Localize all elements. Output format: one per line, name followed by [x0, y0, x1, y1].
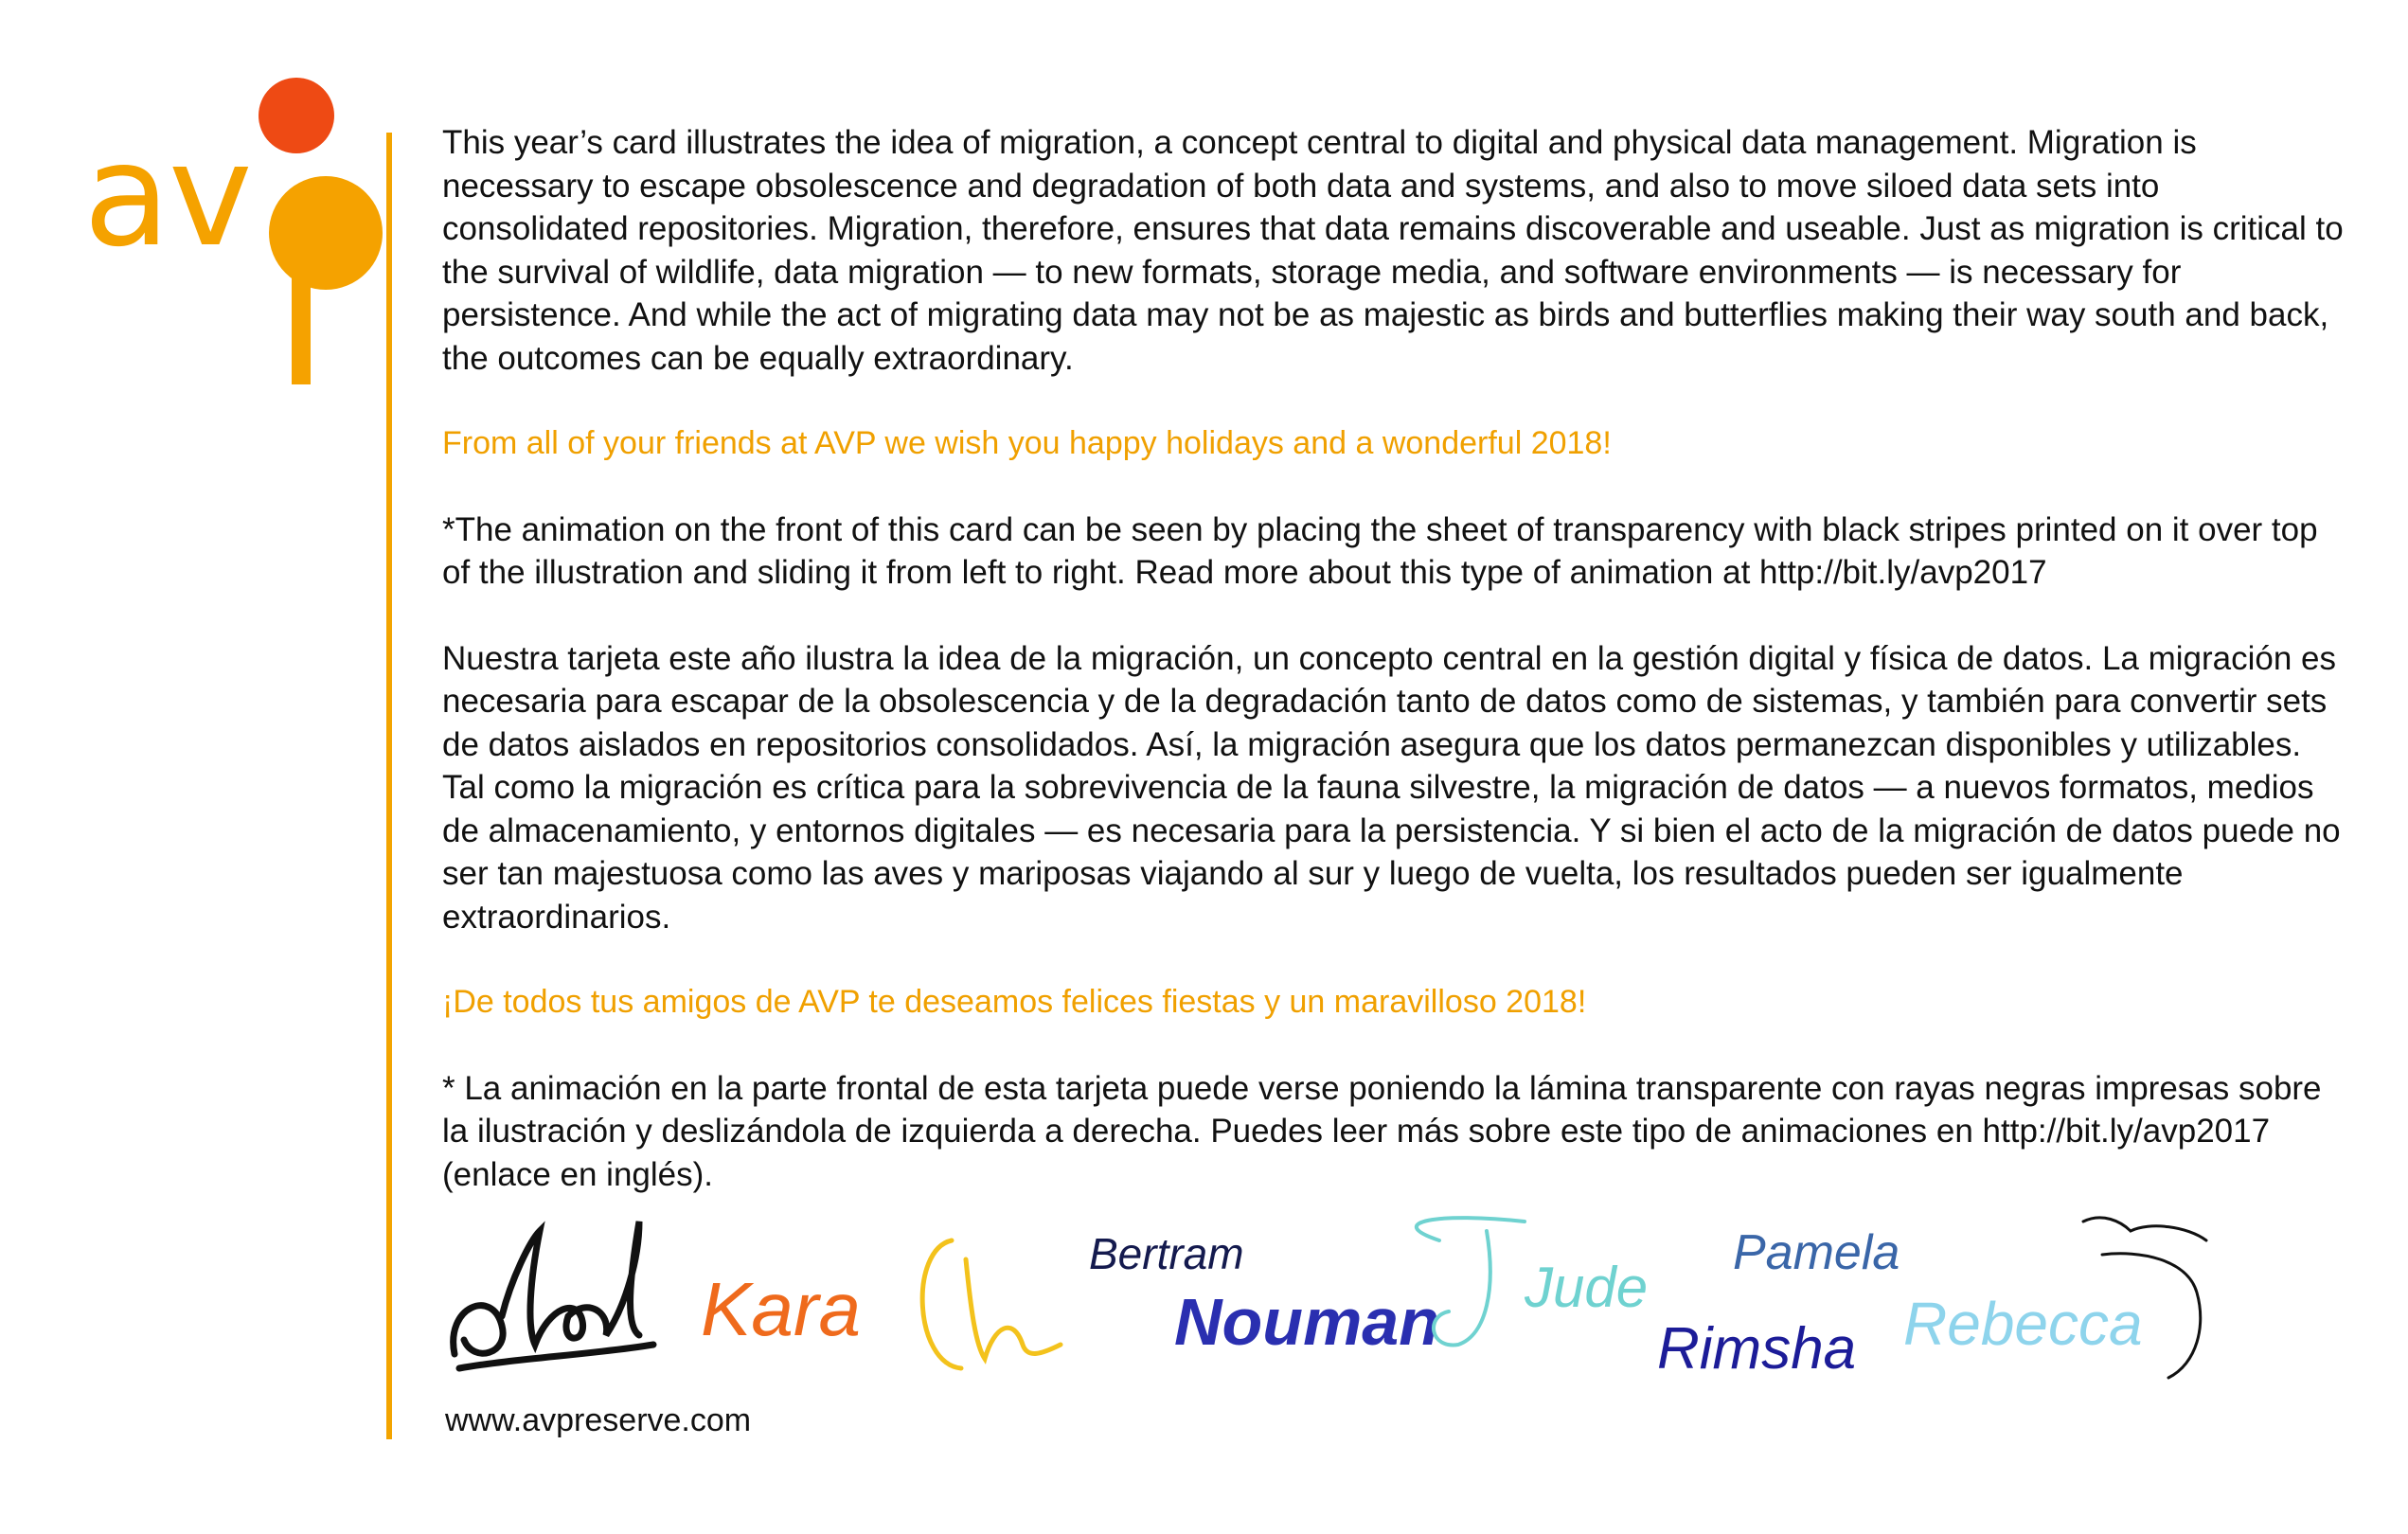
signature-kara-text: Kara [701, 1267, 861, 1351]
logo-dot [259, 78, 334, 153]
signature-pamela-text: Pamela [1733, 1225, 1900, 1280]
signature-bertram [1089, 1229, 1244, 1278]
signature-nouman [1174, 1285, 1439, 1359]
english-body: This year’s card illustrates the idea of migration, a concept central to digital and physical data management. Migration is necessary to escape obsolescence and degradation of both data and systems, and also to move siloed data sets into consolidated repositories. Migration, therefore, ensures that data remains discoverable and useable. Just as migration is critical to the survival of wildlife, data migration — to new formats, storage media, and software environments — is necessary for persistence. And while the act of migrating data may not be as majestic as birds and butterflies making their way south and back, the outcomes can be equally extraordinary. [442, 124, 2344, 377]
website-link[interactable]: www.avpreserve.com [445, 1402, 752, 1438]
signature-rebecca [1903, 1290, 2143, 1358]
signature-rimsha [1657, 1316, 1856, 1382]
signature-bertram-text: Bertram [1089, 1229, 1244, 1278]
card-text [442, 121, 2346, 1196]
signature-nouman-text: Nouman [1174, 1285, 1439, 1359]
signature-rimsha-text: Rimsha [1657, 1316, 1857, 1382]
signature-rebecca-text: Rebecca [1903, 1290, 2143, 1358]
signature-pamela [1733, 1225, 1900, 1280]
signature-adeel [454, 1222, 653, 1368]
logo-text: av [83, 114, 251, 278]
avp-logo [83, 72, 367, 328]
signature-chris [922, 1240, 1061, 1368]
spanish-greeting: ¡De todos tus amigos de AVP te deseamos felices fiestas y un maravilloso 2018! [442, 984, 1587, 1020]
signature-jude [1417, 1218, 1648, 1345]
signature-jude-text: Jude [1525, 1256, 1649, 1319]
english-greeting: From all of your friends at AVP we wish you happy holidays and a wonderful 2018! [442, 425, 1612, 461]
signatures [436, 1203, 2235, 1392]
spanish-note: * La animación en la parte frontal de esta tarjeta puede verse poniendo la lámina transparente con rayas negras impresas sobre la ilustración y deslizándola de izquierda a derecha. Puedes leer más sobre este tipo de animaciones en http://bit.ly/avp2017 (enlace en inglés). [442, 1069, 2322, 1193]
vertical-divider [386, 133, 392, 1439]
avp-logo-p-icon [261, 167, 422, 384]
spanish-body: Nuestra tarjeta este año ilustra la idea de la migración, un concepto central en la gestión digital y física de datos. La migración es necesaria para escapar de la obsolescencia y de la degradación tanto de datos como de sistemas, y también para convertir sets de datos aislados en repositorios consolidados. Así, la migración asegura que los datos permanezcan disponibles y utilizables. Tal como la migración es crítica para la sobrevivencia de la fauna silvestre, la migración de datos — a nuevos formatos, medios de almacenamiento, y entornos digitales — es necesaria para la persistencia. Y si bien el acto de la migración de datos puede no ser tan majestuosa como las aves y mariposas viajando al sur y luego de vuelta, los resultados pueden ser igualmente extraordinarios. [442, 639, 2341, 936]
signature-kara [701, 1267, 861, 1351]
english-note: *The animation on the front of this card can be seen by placing the sheet of transparency with black stripes printed on it over top of the illustration and sliding it from left to right. Read more about this type of animation at http://bit.ly/avp2017 [442, 510, 2318, 591]
